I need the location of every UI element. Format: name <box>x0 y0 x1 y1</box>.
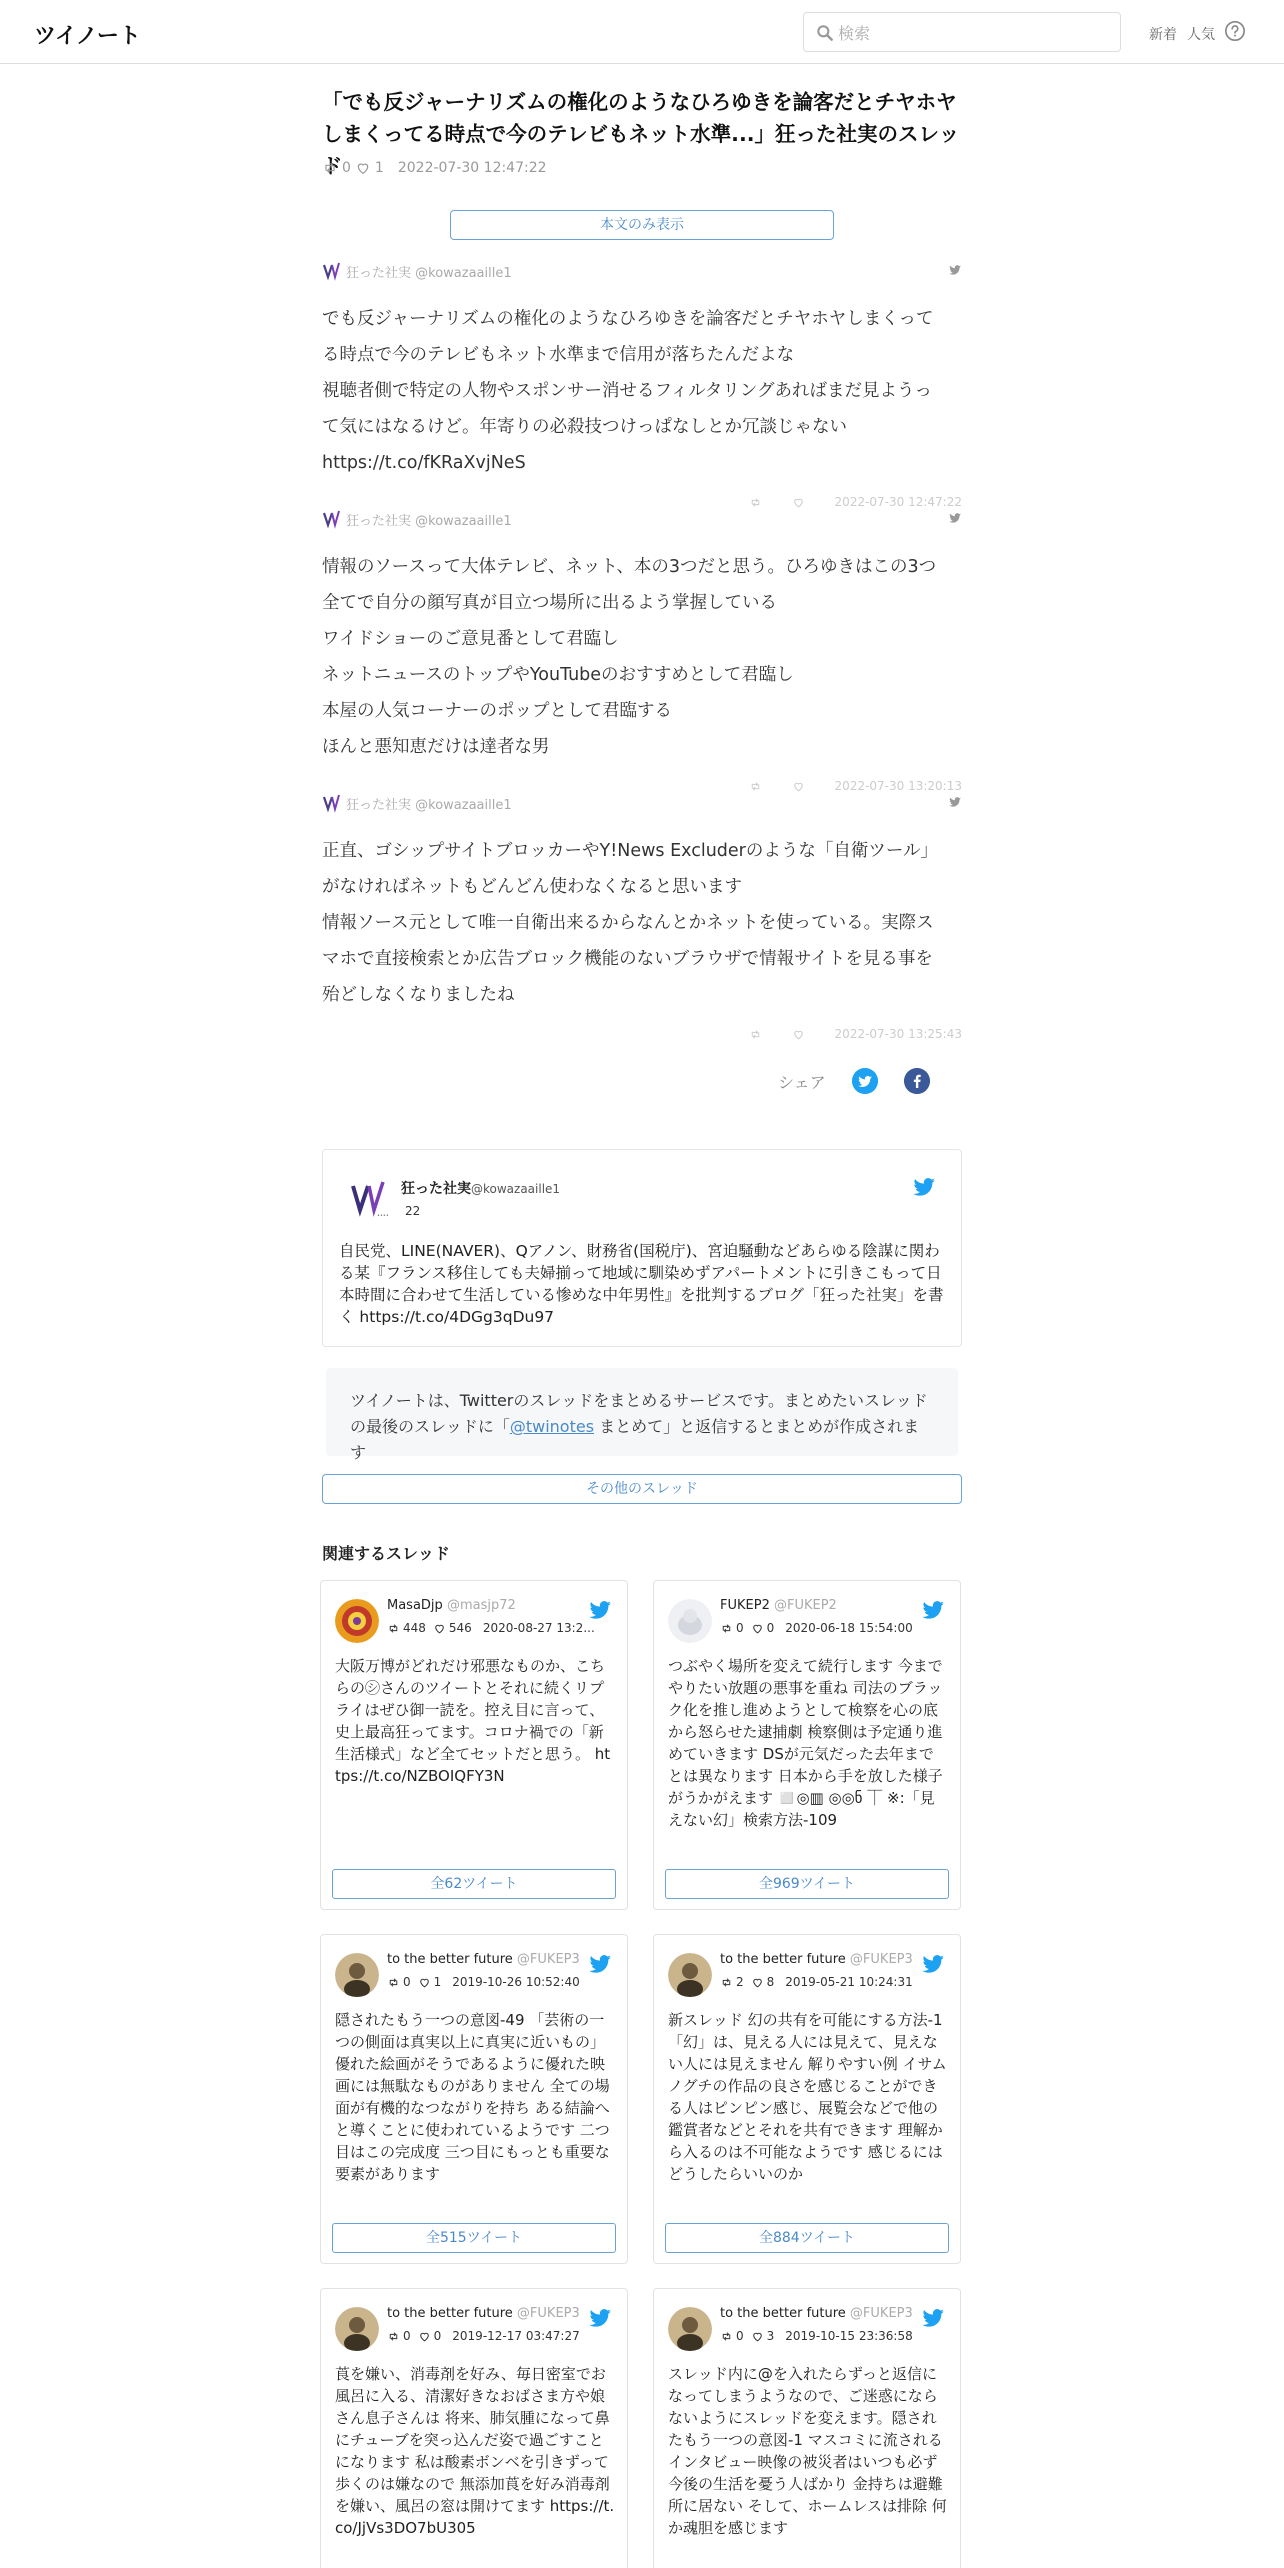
tweet-author[interactable]: 狂った社実 @kowazaaille1 <box>346 513 512 529</box>
tweet-line: 全てで自分の顔写真が目立つ場所に出るよう掌握している <box>322 593 777 613</box>
card-text: スレッド内に@を入れたらずっと返信になってしまうようなので、ご迷惑にならないようにスレッドを変えます。隠されたもう一つの意図-1 マスコミに流されるインタビュー映像の被災者はいつも必ず今後の生活を憂う人ばかり 金持ちは避難所に居ない そして、ホームレスは排除 何か魂胆を感じます <box>668 2365 947 2537</box>
tweet-footer <box>749 779 962 793</box>
help-icon[interactable] <box>1224 20 1246 42</box>
card-author-handle[interactable]: @masjp72 <box>446 1598 516 1613</box>
card-author-name[interactable]: FUKEP2 <box>720 1598 770 1613</box>
card-author[interactable] <box>720 1598 837 1613</box>
card-datetime: 2019-12-17 03:47:27 <box>452 2329 580 2343</box>
card-datetime: 2019-10-15 23:36:58 <box>785 2329 913 2343</box>
twitter-bird-icon[interactable] <box>920 1597 946 1623</box>
tweet-line: 情報のソースって大体テレビ、ネット、本の3つだと思う。ひろゆきはこの3つ <box>322 557 937 577</box>
tweet-line: がなければネットもどんどん使わなくなると思います <box>322 877 742 897</box>
card-author-name[interactable]: to the better future <box>720 1952 846 1967</box>
card-author-handle[interactable]: @FUKEP3 <box>849 2306 913 2321</box>
like-count: 546 <box>448 1621 472 1635</box>
card-text: つぶやく場所を変えて続行します 今までやりたい放題の悪事を重ね 司法のブラック化を推し進めようとして検察を心の底から怒らせた逮捕劇 検察側は予定通り進めていきます DSが元気だった去年までとは異なります 日本から手を放した様子がうかがえます ◻️◎▥ ◎◎ნ ⏉ ※:「見えない幻」検索方法-109 <box>668 1657 943 1829</box>
card-author-name[interactable]: to the better future <box>387 2306 513 2321</box>
card-author-name[interactable]: MasaDjp <box>387 1598 443 1613</box>
other-threads-button[interactable]: その他のスレッド <box>322 1474 962 1504</box>
profile-count: 22 <box>405 1204 421 1218</box>
related-thread-card[interactable] <box>320 1934 628 2264</box>
twitter-share-icon[interactable] <box>852 1068 878 1094</box>
avatar[interactable] <box>322 793 342 813</box>
avatar[interactable] <box>322 261 342 281</box>
tweet-datetime[interactable]: 2022-07-30 12:47:22 <box>834 495 962 509</box>
share-label: シェア <box>778 1072 826 1092</box>
tweet-line: 情報ソース元として唯一自衛出来るからなんとかネットを使っている。実際ス <box>322 913 934 933</box>
twitter-bird-icon[interactable] <box>920 1951 946 1977</box>
tweet-line: 殆どしなくなりましたね <box>322 985 515 1005</box>
twitter-bird-icon[interactable] <box>587 1951 613 1977</box>
retweet-count: 2 <box>736 1975 744 1989</box>
avatar[interactable] <box>335 2307 379 2351</box>
card-text: 隠されたもう一つの意図-49 「芸術の一つの側面は真実以上に真実に近いもの」 優れた絵画がそうであるように優れた映画には無駄なものがありません 全ての場面が有機的なつながりを持ち ある結論へと導くことに使われているようです 二つ目はこの完成度 三つ目にもっとも重要な要素があります <box>335 2011 610 2183</box>
tweet-body <box>322 549 962 765</box>
related-thread-card[interactable] <box>320 2288 628 2568</box>
retweet-count: 0 <box>342 160 351 176</box>
related-thread-card[interactable] <box>653 1580 961 1910</box>
thread-datetime: 2022-07-30 12:47:22 <box>397 160 547 176</box>
heart-icon <box>751 2330 764 2343</box>
profile-name[interactable] <box>401 1178 560 1198</box>
retweet-count: 0 <box>403 1975 411 1989</box>
twitter-bird-icon[interactable] <box>911 1174 937 1200</box>
retweet-count: 448 <box>403 1621 426 1635</box>
heart-icon <box>751 1976 764 1989</box>
card-all-tweets-button[interactable]: 全884ツイート <box>665 2223 949 2253</box>
twitter-bird-icon[interactable] <box>948 263 962 277</box>
twitter-bird-icon[interactable] <box>948 795 962 809</box>
site-logo[interactable]: ツイノート <box>34 24 141 49</box>
avatar[interactable] <box>335 1599 379 1643</box>
card-author[interactable] <box>720 1952 913 1967</box>
related-threads-heading: 関連するスレッド <box>322 1544 450 1563</box>
share-bar <box>778 1068 930 1094</box>
search-input[interactable] <box>838 19 1108 47</box>
site-header <box>0 0 1284 64</box>
tweet-line: る時点で今のテレビもネット水準まで信用が落ちたんだよな <box>322 345 795 365</box>
card-author-handle[interactable]: @FUKEP2 <box>773 1598 837 1613</box>
heart-icon[interactable] <box>792 1028 805 1041</box>
card-author-handle[interactable]: @FUKEP3 <box>849 1952 913 1967</box>
retweet-icon <box>720 1622 733 1635</box>
card-all-tweets-button[interactable]: 全969ツイート <box>665 1869 949 1899</box>
tweet-line: でも反ジャーナリズムの権化のようなひろゆきを論客だとチヤホヤしまくって <box>322 309 934 329</box>
twitter-bird-icon[interactable] <box>920 2305 946 2331</box>
svg-text:••••: •••• <box>377 1213 389 1219</box>
retweet-count: 0 <box>403 2329 411 2343</box>
tweet-line: て気にはなるけど。年寄りの必殺技つけっぱなしとか冗談じゃない <box>322 417 847 437</box>
retweet-count: 0 <box>736 1621 744 1635</box>
card-author[interactable] <box>720 2306 913 2321</box>
card-stats <box>387 2329 580 2343</box>
tweet-line: 正直、ゴシップサイトブロッカーやY!News Excluderのような「自衛ツール」 <box>322 841 939 861</box>
tweet-line: 本屋の人気コーナーのポップとして君臨する <box>322 701 672 721</box>
card-text: 新スレッド 幻の共有を可能にする方法-1 「幻」は、見える人には見えて、見えない人には見えません 解りやすい例 イサムノグチの作品の良さを感じることができる人はピンピン感じ、展覧会などで他の鑑賞者などとそれを共有できます 理解から入るのは不可能なようです 感じるにはどうしたらいいのか <box>668 2011 947 2183</box>
card-author-handle[interactable]: @FUKEP3 <box>516 2306 580 2321</box>
card-all-tweets-button[interactable]: 全515ツイート <box>332 2223 616 2253</box>
avatar[interactable] <box>347 1176 391 1220</box>
card-author-name[interactable]: to the better future <box>387 1952 513 1967</box>
search-icon <box>815 23 835 43</box>
avatar[interactable] <box>335 1953 379 1997</box>
twitter-bird-icon[interactable] <box>948 511 962 525</box>
retweet-icon <box>387 1622 400 1635</box>
avatar[interactable] <box>322 509 342 529</box>
retweet-icon[interactable] <box>749 1028 762 1041</box>
twitter-bird-icon[interactable] <box>587 2305 613 2331</box>
related-thread-card[interactable] <box>653 1934 961 2264</box>
profile-display-name[interactable]: 狂った社実 <box>401 1181 471 1197</box>
info-text: まとめて」と返信するとまとめが作成されます <box>350 1417 920 1462</box>
tweet-footer <box>749 495 962 509</box>
heart-icon <box>418 1976 431 1989</box>
tweet-datetime[interactable]: 2022-07-30 13:20:13 <box>834 779 962 793</box>
tweet-body <box>322 301 962 481</box>
like-count: 1 <box>433 1975 442 1989</box>
twinotes-link[interactable]: @twinotes <box>509 1417 595 1436</box>
avatar[interactable] <box>668 2307 712 2351</box>
card-author[interactable] <box>387 1952 580 1967</box>
tweet-line: ワイドショーのご意見番として君臨し <box>322 629 619 649</box>
tweet-link[interactable]: https://t.co/fKRaXvjNeS <box>322 453 526 473</box>
retweet-icon <box>322 160 338 176</box>
thread-meta <box>322 160 547 176</box>
related-thread-card[interactable] <box>320 1580 628 1910</box>
like-count: 8 <box>766 1975 775 1989</box>
profile-handle[interactable]: @kowazaaille1 <box>471 1182 561 1196</box>
tweet-author[interactable]: 狂った社実 @kowazaaille1 <box>346 265 512 281</box>
tweet-author[interactable]: 狂った社実 @kowazaaille1 <box>346 797 512 813</box>
tweet-line: マホで直接検索とか広告ブロック機能のないブラウザで情報サイトを見る事を <box>322 949 933 969</box>
card-author[interactable] <box>387 2306 580 2321</box>
retweet-icon <box>720 2330 733 2343</box>
nav-new-link[interactable]: 新着 <box>1149 27 1177 43</box>
avatar[interactable] <box>668 1953 712 1997</box>
author-profile-card <box>322 1149 962 1347</box>
thread-title: 「でも反ジャーナリズムの権化のようなひろゆきを論客だとチヤホヤしまくってる時点で今のテレビもネット水準...」狂った社実のスレッド <box>322 90 960 178</box>
like-count: 0 <box>433 2329 442 2343</box>
tweet-body <box>322 833 962 1013</box>
like-count: 3 <box>766 2329 775 2343</box>
heart-icon <box>355 160 371 176</box>
card-text: 大阪万博がどれだけ邪悪なものか、こちらの㋛さんのツイートとそれに続くリプライはぜひ御一読を。控え目に言って、史上最高狂ってます。コロナ禍での「新生活様式」など全てセットだと思う。 https://t.co/NZBOIQFY3N <box>335 1657 611 1785</box>
card-stats <box>720 2329 913 2343</box>
twitter-bird-icon[interactable] <box>587 1597 613 1623</box>
card-stats <box>387 1975 580 1989</box>
retweet-icon <box>387 2330 400 2343</box>
retweet-icon[interactable] <box>749 496 762 509</box>
search-box[interactable] <box>803 12 1121 52</box>
like-count: 0 <box>766 1621 775 1635</box>
retweet-icon <box>720 1976 733 1989</box>
tweet-line: ネットニュースのトップやYouTubeのおすすめとして君臨し <box>322 665 794 685</box>
retweet-icon[interactable] <box>749 780 762 793</box>
card-datetime: 2019-10-26 10:52:40 <box>452 1975 580 1989</box>
info-text: ツイノートは、Twitterのスレッドをまとめるサービスです。まとめたいスレッドの最後のスレッドに「 <box>350 1391 928 1436</box>
related-thread-card[interactable] <box>653 2288 961 2568</box>
profile-bio: 自民党、LINE(NAVER)、Qアノン、財務省(国税庁)、宮迫騒動などあらゆる陰謀に関わる某『フランス移住しても夫婦揃って地域に馴染めずアパートメントに引きこもって日本時間に合わせて生活している惨めな中年男性』を批判するブログ「狂った社実」を書く https://t.co/4DGg3qDu97 <box>339 1242 944 1326</box>
heart-icon <box>751 1622 764 1635</box>
retweet-count: 0 <box>736 2329 744 2343</box>
tweet-line: 視聴者側で特定の人物やスポンサー消せるフィルタリングあればまだ見ようっ <box>322 381 933 401</box>
heart-icon <box>433 1622 446 1635</box>
card-datetime: 2020-08-27 13:2... <box>482 1621 595 1635</box>
retweet-icon <box>387 1976 400 1989</box>
tweet-datetime[interactable]: 2022-07-30 13:25:43 <box>834 1027 962 1041</box>
card-author[interactable] <box>387 1598 516 1613</box>
card-author-name[interactable]: to the better future <box>720 2306 846 2321</box>
tweet-line: ほんと悪知恵だけは達者な男 <box>322 737 550 757</box>
facebook-share-icon[interactable] <box>904 1068 930 1094</box>
card-stats <box>720 1621 913 1635</box>
card-stats <box>387 1621 595 1635</box>
heart-icon <box>418 2330 431 2343</box>
like-count: 1 <box>374 160 384 176</box>
card-stats <box>720 1975 913 1989</box>
nav-popular-link[interactable]: 人気 <box>1187 27 1215 43</box>
card-all-tweets-button[interactable]: 全62ツイート <box>332 1869 616 1899</box>
heart-icon[interactable] <box>792 496 805 509</box>
card-author-handle[interactable]: @FUKEP3 <box>516 1952 580 1967</box>
service-info-box <box>326 1368 958 1462</box>
card-text: 莨を嫌い、消毒剤を好み、毎日密室でお風呂に入る、清潔好きなおばさま方や娘さん息子さんは 将来、肺気腫になって鼻にチューブを突っ込んだ姿で過ごすことになります 私は酸素ボンベを引きずって歩くのは嫌なので 無添加莨を好み消毒剤を嫌い、風呂の窓は開けてます https://t.co/JjVs3DO7bU305 <box>335 2365 615 2537</box>
card-datetime: 2019-05-21 10:24:31 <box>785 1975 913 1989</box>
avatar[interactable] <box>668 1599 712 1643</box>
body-only-button[interactable]: 本文のみ表示 <box>450 210 834 240</box>
heart-icon[interactable] <box>792 780 805 793</box>
tweet-footer <box>749 1027 962 1041</box>
card-datetime: 2020-06-18 15:54:00 <box>785 1621 913 1635</box>
